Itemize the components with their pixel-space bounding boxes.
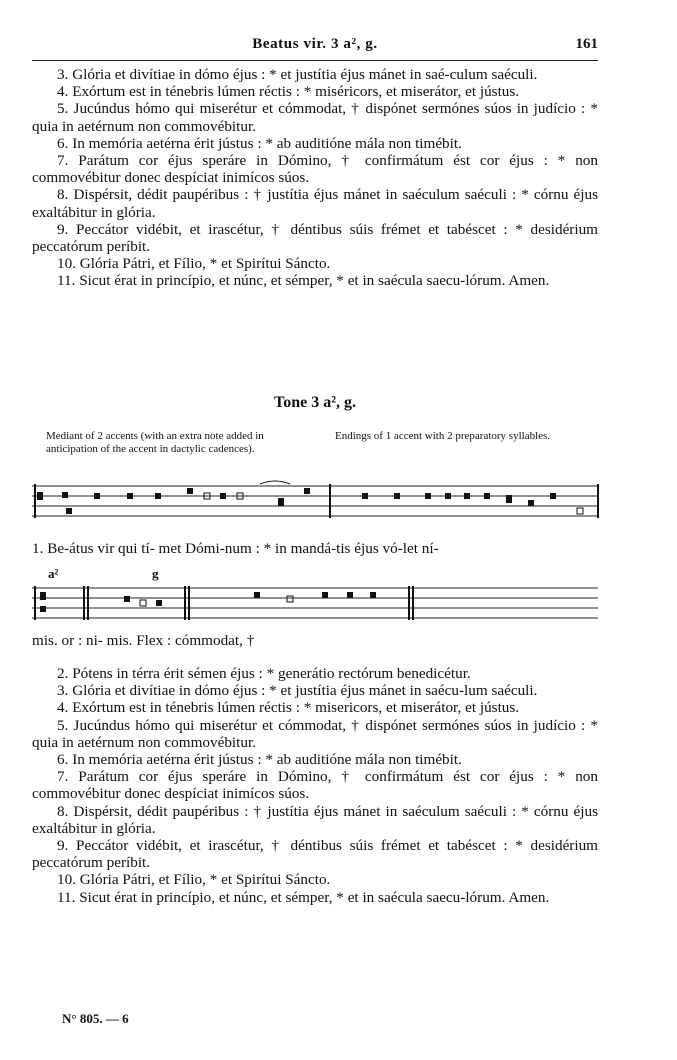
verse: 7. Parátum cor éjus speráre in Dómino, † confirmátum ést cor éjus : * non commovébitur donec despíciat inimícos súos. [32,768,598,803]
verse: 9. Peccátor vidébit, et irascétur, † déntibus súis frémet et tabéscet : * desidérium peccatórum períbit. [32,220,598,256]
verse: 5. Jucúndus hómo qui miserétur et cómmodat, † dispónet sermónes súos in judício : * quia in aetérnum non commovébitur. [32,100,598,135]
verse: 11. Sicut érat in princípio, et núnc, et sémper, * et in saécula saecu-lórum. Amen. [57,272,550,290]
verse: 10. Glória Pátri, et Fílio, * et Spirítui Sáncto. [57,255,331,273]
ending-label-a2: a² [48,566,59,581]
verse: 4. Exórtum est in ténebris lúmen réctis : * misericors, et miserátor, et jústus. [57,699,520,717]
verse: 8. Dispérsit, dédit paupéribus : † justítia éjus mánet in saéculum saéculi : * córnu éjus exaltábitur in glória. [32,802,598,837]
chant-lyrics-1: 1. Be-átus vir qui tí- met Dómi-num : * in mandá-tis éjus vó-let ní- [32,540,439,557]
verses-bottom [32,665,598,906]
verse: 11. Sicut érat in princípio, et núnc, et sémper, * et in saécula saecu-lórum. Amen. [57,888,550,906]
verse: 3. Glória et divítiae in dómo éjus : * et justítia éjus mánet in saé-culum saéculi. [57,66,538,83]
page-number: 161 [575,36,598,52]
verse: 6. In memória aetérna érit jústus : * ab auditióne mála non timébit. [57,751,462,769]
verse: 4. Exórtum est in ténebris lúmen réctis : * miséricors, et miserátor, et jústus. [57,83,520,101]
verse: 7. Parátum cor éjus speráre in Dómino, † confirmátum ést cor éjus : * non commovébitur donec despíciat inimícos súos. [32,152,598,187]
signature-mark: N° 805. — 6 [62,1011,129,1026]
verses-top [32,66,598,290]
header-rule [32,60,598,61]
page-header [32,34,598,56]
mediant-note: Mediant of 2 accents (with an extra note added in anticipation of the accent in dactylic cadences). [46,430,264,455]
verse: 6. In memória aetérna érit jústus : * ab auditióne mála non timébit. [57,134,462,152]
running-title: Beatus vir. 3 a², g. [252,36,378,52]
verse: 2. Pótens in térra érit sémen éjus : * generátio rectórum benedicétur. [57,665,471,682]
endings-note: Endings of 1 accent with 2 preparatory syllables. [335,430,551,442]
verse: 10. Glória Pátri, et Fílio, * et Spirítui Sáncto. [57,871,331,889]
verse: 5. Jucúndus hómo qui miserétur et cómmodat, † dispónet sermónes súos in judício : * quia in aetérnum non commovébitur. [32,716,598,751]
chant-lyrics-2: mis. or : ni- mis. Flex : cómmodat, † [32,632,255,649]
chant-staff-2 [32,582,600,632]
chant-staff-1 [32,478,600,530]
verse: 3. Glória et divítiae in dómo éjus : * et justítia éjus mánet in saécu-lum saéculi. [57,682,538,700]
tone-heading: Tone 3 a², g. [274,394,356,411]
verse: 9. Peccátor vidébit, et irascétur, † déntibus súis frémet et tabéscet : * desidérium peccatórum períbit. [32,837,598,872]
ending-label-g: g [152,566,159,581]
verse: 8. Dispérsit, dédit paupéribus : † justítia éjus mánet in saéculum saéculi : * córnu éjus exaltábitur in glória. [32,186,598,221]
